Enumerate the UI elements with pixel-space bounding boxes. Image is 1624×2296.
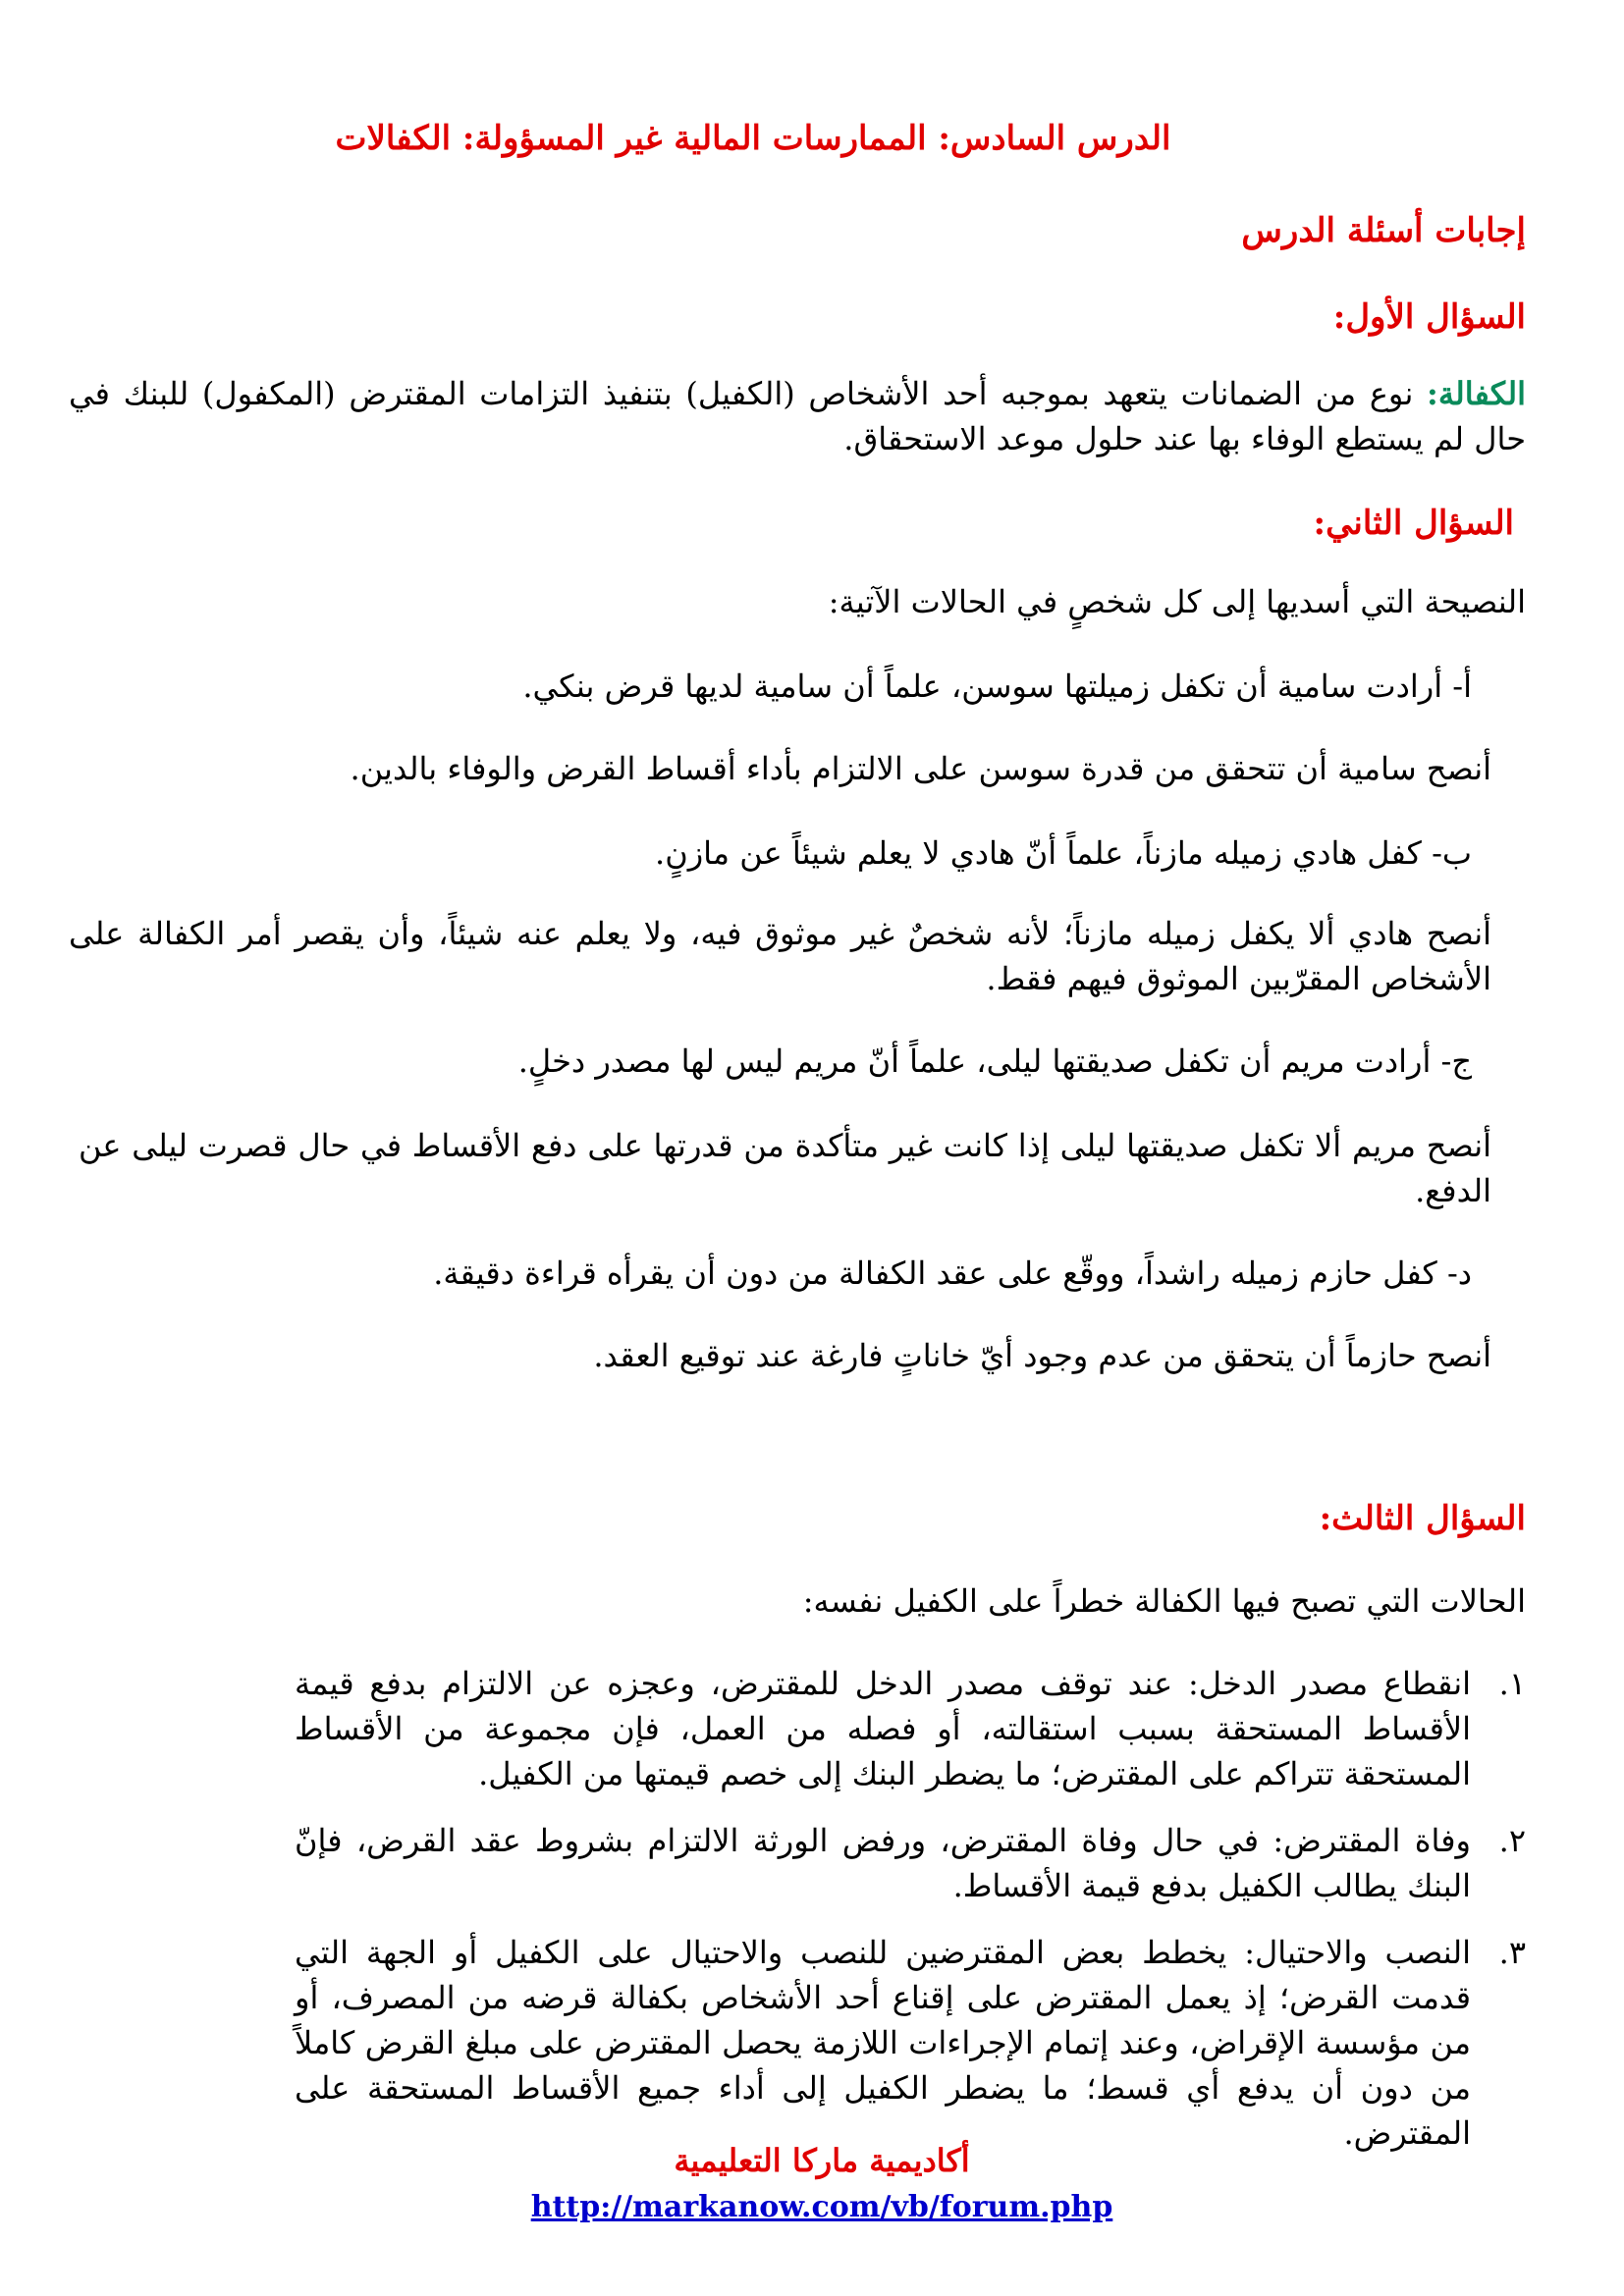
footer-forum-link[interactable]: http://markanow.com/vb/forum.php [530,2190,1113,2224]
lesson-title: الدرس السادس: الممارسات المالية غير المسؤولة: الكفالات [335,119,1171,158]
case-c-advice: أنصح مريم ألا تكفل صديقتها ليلى إذا كانت غير متأكدة من قدرتها على دفع الأقساط في حال قصرت ليلى عن الدفع. [79,1127,1491,1209]
case-a-situation: أ- أرادت سامية أن تكفل زميلتها سوسن، علماً أن سامية لديها قرض بنكي. [522,667,1472,705]
list-item-text: وفاة المقترض: في حال وفاة المقترض، ورفض الورثة الالتزام بشروط عقد القرض، فإنّ البنك يطالب الكفيل بدفع قيمة الأقساط. [295,1822,1471,1904]
answers-heading: إجابات أسئلة الدرس [1241,211,1526,250]
list-item-text: النصب والاحتيال: يخطط بعض المقترضين للنصب والاحتيال على الكفيل أو الجهة التي قدمت القرض؛ إذ يعمل المقترض على إقناع أحد الأشخاص بكفالة قرضه من المصرف، أو من مؤسسة الإقراض، وعند إتمام الإجراءات اللازمة يحصل المقترض على مبلغ القرض كاملاً من دون أن يدفع أي قسط؛ ما يضطر الكفيل إلى أداء جميع الأقساط المستحقة على المقترض. [295,1934,1471,2152]
list-item-number: ٢. [1498,1822,1526,1859]
risk-cases-list [295,1661,1526,2177]
list-item-text: انقطاع مصدر الدخل: عند توقف مصدر الدخل للمقترض، وعجزه عن الالتزام بدفع قيمة الأقساط المستحقة بسبب استقالته، أو فصله من العمل، فإن مجموعة من الأقساط المستحقة تتراكم على المقترض؛ ما يضطر البنك إلى خصم قيمتها من الكفيل. [295,1665,1471,1792]
question-3-intro: الحالات التي تصبح فيها الكفالة خطراً على الكفيل نفسه: [802,1582,1526,1620]
case-c-situation: ج- أرادت مريم أن تكفل صديقتها ليلى، علماً أنّ مريم ليس لها مصدر دخلٍ. [517,1042,1472,1080]
case-b-situation: ب- كفل هادي زميله مازناً، علماً أنّ هادي لا يعلم شيئاً عن مازنٍ. [655,834,1472,872]
list-item-number: ١. [1498,1665,1526,1702]
list-item [295,1818,1526,1908]
list-item [295,1930,1526,2156]
case-d-advice: أنصح حازماً أن يتحقق من عدم وجود أيّ خاناتٍ فارغة عند توقيع العقد. [593,1337,1491,1374]
case-a-advice: أنصح سامية أن تتحقق من قدرة سوسن على الالتزام بأداء أقساط القرض والوفاء بالدين. [350,750,1491,787]
term-kafala: الكفالة: [1427,375,1526,412]
kafala-definition: نوع من الضمانات يتعهد بموجبه أحد الأشخاص (الكفيل) بتنفيذ التزامات المقترض (المكفول) للبنك في حال لم يستطع الوفاء بها عند حلول موعد الاستحقاق. [69,375,1526,457]
list-item-number: ٣. [1498,1934,1526,1971]
case-d-situation: د- كفل حازم زميله راشداً، ووقّع على عقد الكفالة من دون أن يقرأه قراءة دقيقة. [433,1255,1472,1292]
question-1-answer [69,371,1526,461]
question-2-intro: النصيحة التي أسديها إلى كل شخصٍ في الحالات الآتية: [828,583,1526,620]
question-1-heading: السؤال الأول: [1332,297,1526,337]
question-3-heading: السؤال الثالث: [1319,1499,1526,1538]
footer-academy-name: أكاديمية ماركا التعليمية [674,2142,970,2179]
list-item [295,1661,1526,1796]
question-2-heading: السؤال الثاني: [1313,504,1514,543]
case-b-advice: أنصح هادي ألا يكفل زميله مازناً؛ لأنه شخصٌ غير موثوق فيه، ولا يعلم عنه شيئاً، وأن يقصر أمر الكفالة على الأشخاص المقرّبين الموثوق فيهم فقط. [69,915,1492,997]
